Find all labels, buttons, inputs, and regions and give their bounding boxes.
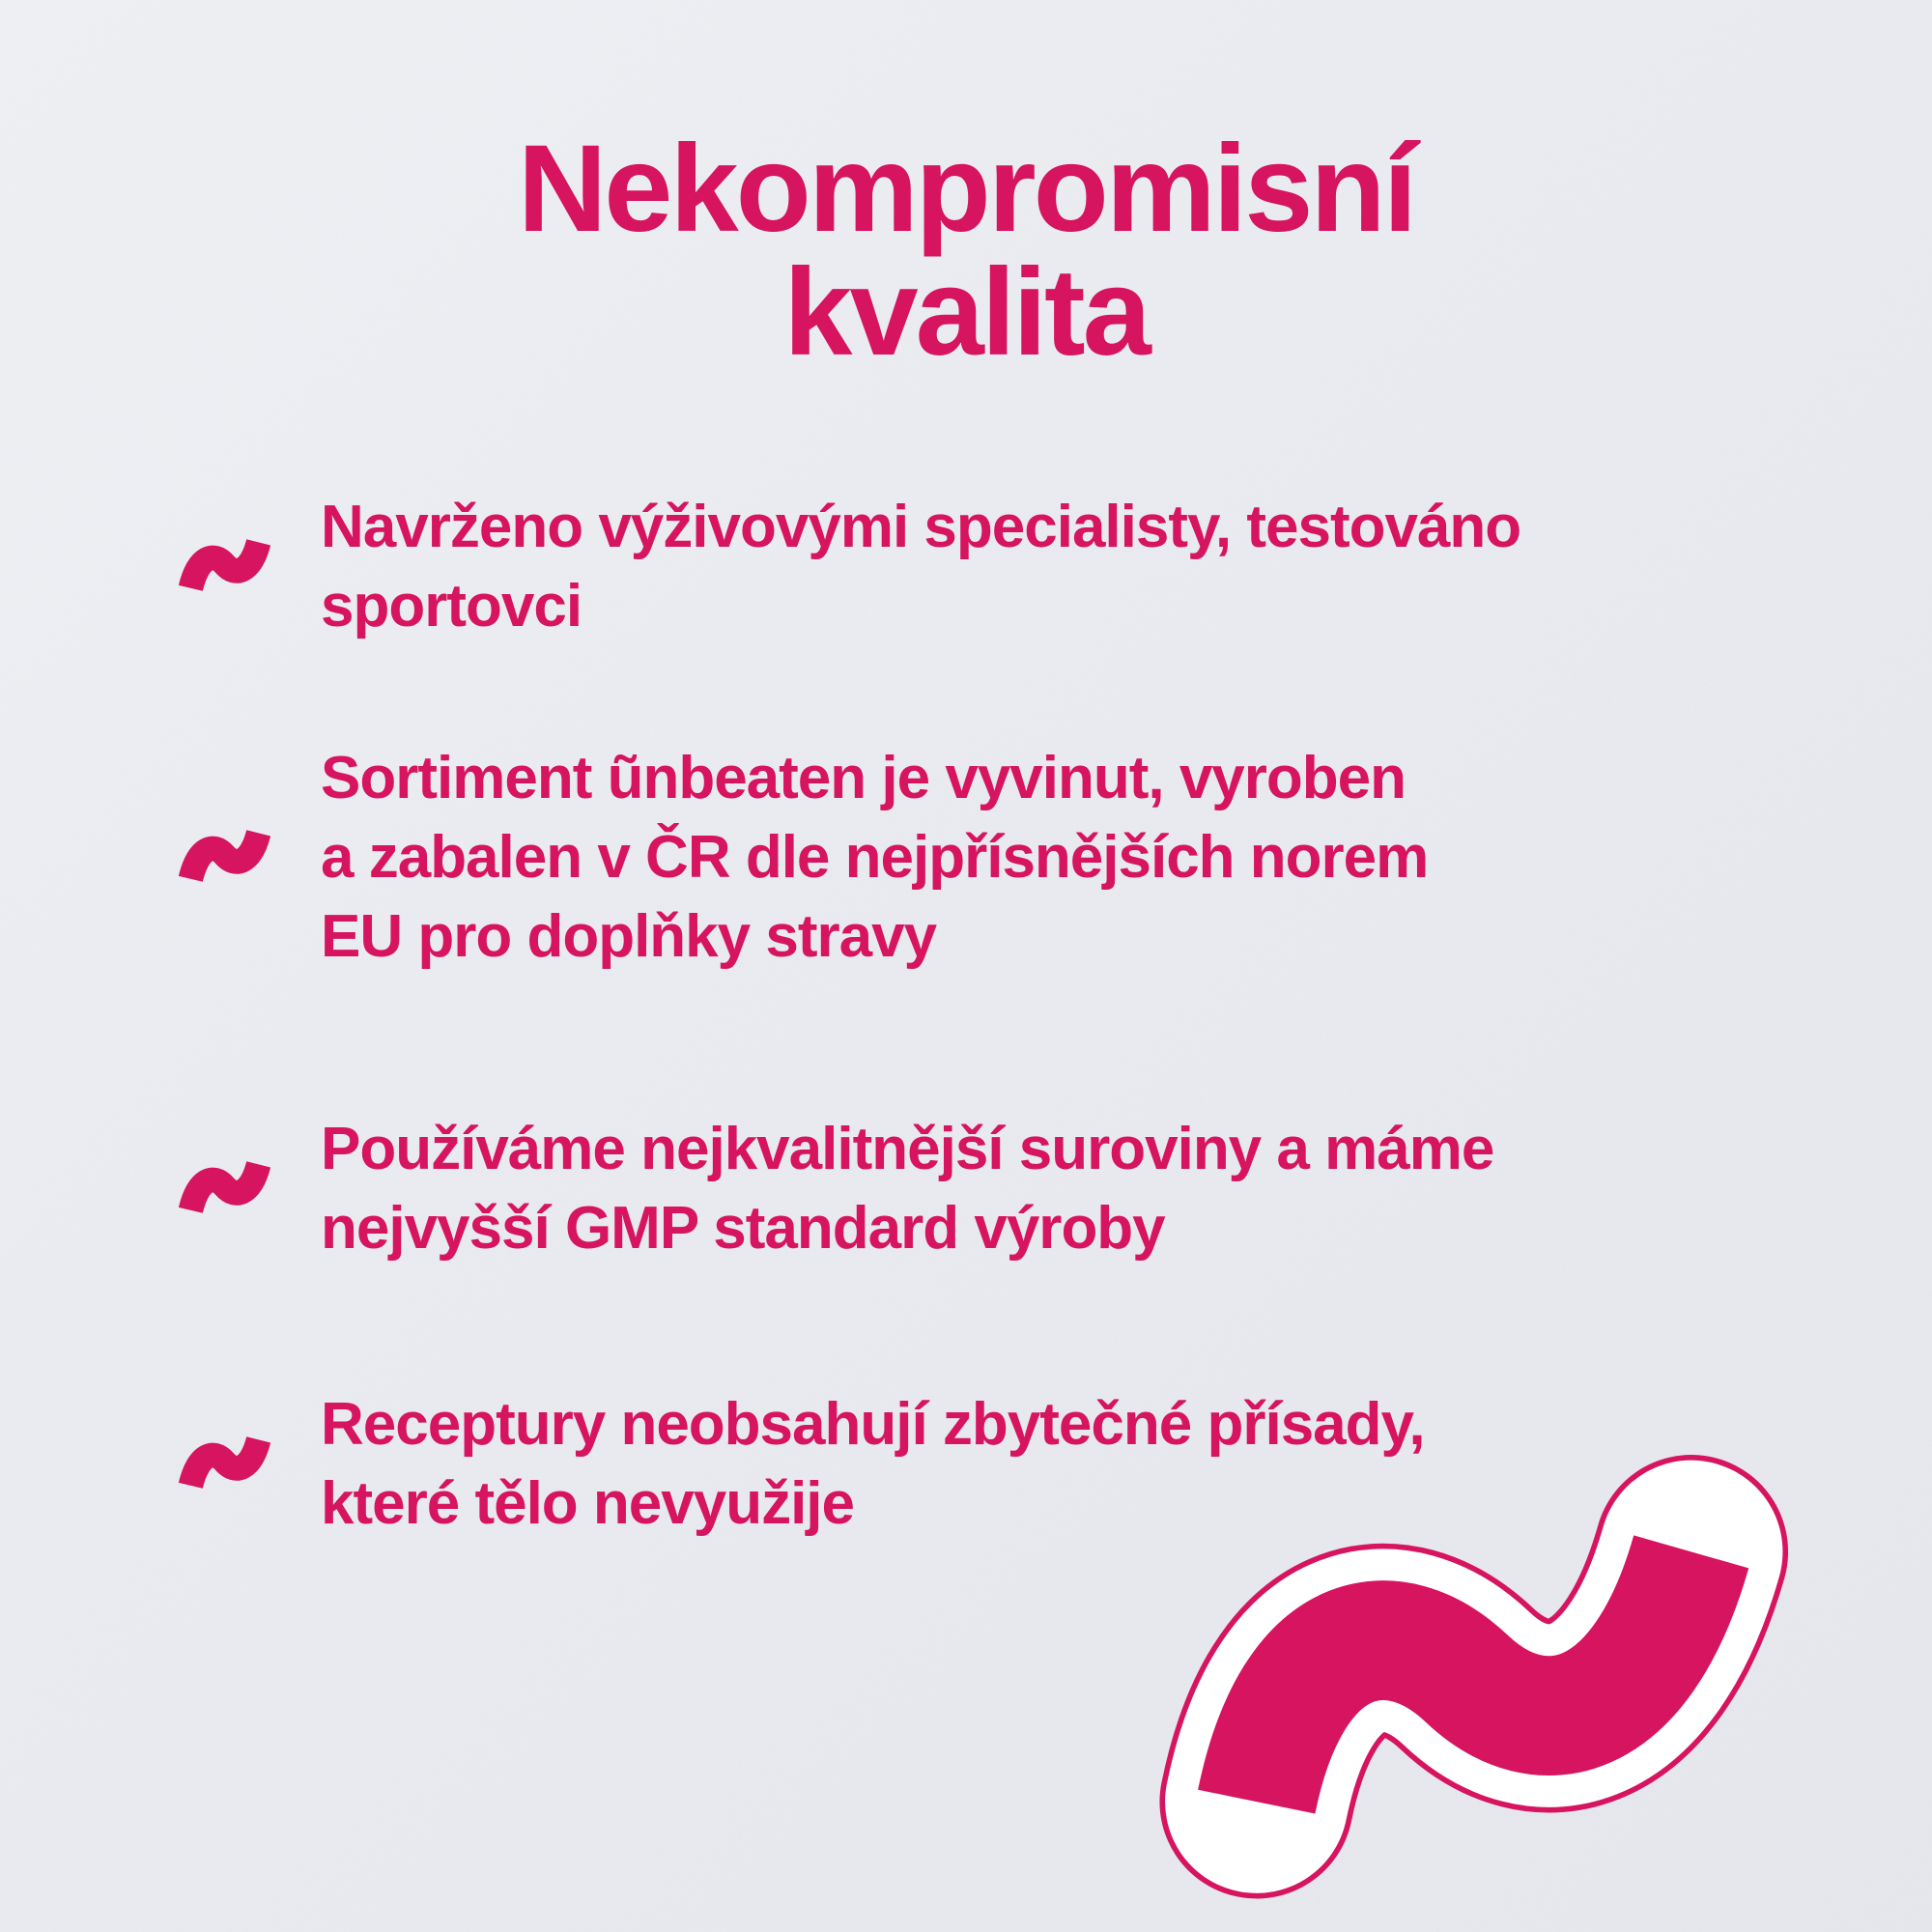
bullet-line: sportovci	[321, 573, 582, 639]
bullet-text	[321, 488, 1520, 646]
bullet-line: Používáme nejkvalitnější suroviny a máme	[321, 1116, 1494, 1182]
tilde-squiggle-icon	[179, 1151, 270, 1227]
page-title	[0, 120, 1932, 382]
bullet-line: které tělo nevyužije	[321, 1470, 855, 1537]
page-title-line-1: Nekompromisní	[517, 120, 1415, 258]
bullet-line: a zabalen v ČR dle nejpřísnějších norem	[321, 824, 1429, 891]
list-item	[179, 488, 1874, 646]
bullet-line: Sortiment ũnbeaten je vyvinut, vyroben	[321, 745, 1406, 811]
bullet-line: Navrženo výživovými specialisty, testováno	[321, 494, 1521, 560]
tilde-squiggle-icon	[179, 529, 270, 605]
bullet-text	[321, 739, 1428, 977]
tilde-squiggle-icon	[179, 820, 270, 895]
list-item	[179, 739, 1874, 977]
bullet-list	[0, 488, 1932, 1544]
unbeaten-tilde-logo	[1180, 1461, 1760, 1915]
page-title-line-2: kvalita	[783, 243, 1149, 382]
bullet-line: Receptury neobsahují zbytečné přísady,	[321, 1391, 1425, 1458]
list-item	[179, 1110, 1874, 1268]
bullet-text	[321, 1110, 1493, 1268]
bullet-line: nejvyšší GMP standard výroby	[321, 1195, 1165, 1262]
tilde-squiggle-icon	[179, 1427, 270, 1502]
bullet-line: EU pro doplňky stravy	[321, 903, 937, 970]
